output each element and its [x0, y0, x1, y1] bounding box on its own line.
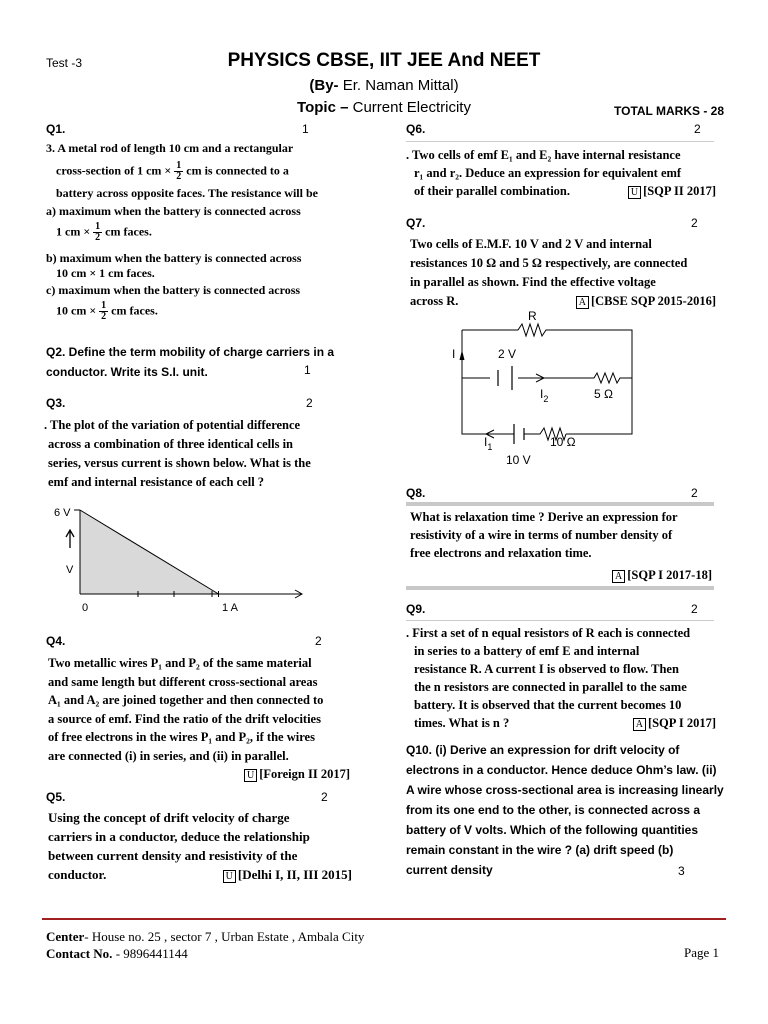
- q5-last-line: conductor. U [Delhi I, II, III 2015]: [48, 867, 352, 882]
- q2-line: conductor. Write its S.I. unit.: [46, 365, 208, 379]
- q3-line: . The plot of the variation of potential difference: [44, 418, 301, 432]
- q10-line: A wire whose cross-sectional area is increasing linearly: [406, 783, 724, 797]
- q4-tag-box: U: [244, 769, 257, 782]
- q8-line: What is relaxation time ? Derive an expression for: [410, 510, 678, 524]
- current-arrow-up: [460, 352, 464, 360]
- q10-line: Q10. (i) Derive an expression for drift velocity of: [406, 743, 680, 757]
- q1-line: 10 cm × $\frac{1}{2}$ cm faces.: [56, 300, 158, 322]
- q9-line: the n resistors are connected in parallel to the same: [414, 680, 687, 694]
- top-wire-with-resistor-r: [462, 324, 632, 434]
- q3-line: emf and internal resistance of each cell ?: [48, 475, 265, 489]
- q1-label: Q1.: [46, 122, 66, 136]
- left-wire: [462, 330, 506, 434]
- label-i2: $I_2$: [540, 387, 549, 404]
- q1-line: battery across opposite faces. The resistance will be: [56, 186, 318, 200]
- y-tick-label-v: V: [66, 564, 74, 576]
- q6-reference: U [SQP II 2017]: [628, 182, 716, 200]
- q10-text: [406, 740, 726, 880]
- q5-line: between current density and resistivity of the: [48, 848, 298, 863]
- q4-reference: U [Foreign II 2017]: [48, 765, 350, 784]
- q2-line: Q2. Define the term mobility of charge carriers in a: [46, 345, 335, 359]
- q3-line: across a combination of three identical cells in: [48, 437, 294, 451]
- q7-label: Q7.: [406, 216, 426, 230]
- label-2v: 2 V: [498, 347, 517, 361]
- q7-text: [410, 235, 716, 311]
- q4-line: are connected (i) in series, and (ii) in parallel.: [48, 748, 289, 763]
- q8-marks: 2: [691, 486, 698, 500]
- q4-line: Two metallic wires P₁ and P₂ of the same material: [48, 656, 312, 670]
- center-label: Center: [46, 929, 85, 944]
- author-line: [0, 77, 768, 94]
- q10-line: electrons in a conductor. Hence deduce Ohm’s law. (ii): [406, 763, 717, 777]
- q7-circuit: [440, 306, 650, 468]
- y-tick-label-6v: 6 V: [54, 507, 71, 519]
- q9-line: in series to a battery of emf E and internal: [414, 644, 640, 658]
- q1-fraction: $\frac{1}{2}$: [95, 221, 101, 243]
- middle-branch-wire: [462, 373, 632, 383]
- q10-line: from its one end to the other, is connected across a: [406, 803, 701, 817]
- q8-bottom-rule: [406, 586, 714, 590]
- q5-line: Using the concept of drift velocity of charge: [48, 810, 290, 825]
- q9-line: resistance R. A current I is observed to flow. Then: [414, 662, 679, 676]
- q9-label: Q9.: [406, 602, 426, 616]
- x-tick-label-0: 0: [82, 602, 89, 614]
- q10-line: battery of V volts. Which of the following quantities: [406, 823, 699, 837]
- q1-option-b: b) maximum when the battery is connected across: [46, 251, 302, 265]
- q8-label: Q8.: [406, 486, 426, 500]
- q1-option-c: c) maximum when the battery is connected across: [46, 283, 301, 297]
- q3-line: series, versus current is shown below. What is the: [48, 456, 311, 470]
- topic-name: Current Electricity: [348, 99, 471, 116]
- q8-reference: A [SQP I 2017-18]: [410, 566, 712, 584]
- x-tick-label-1a: 1 A: [222, 602, 238, 614]
- contact-text: - 9896441144: [112, 946, 188, 961]
- q7-line: Two cells of E.M.F. 10 V and 2 V and internal: [410, 237, 652, 251]
- topic-label: Topic –: [297, 99, 349, 116]
- q1-text: [46, 139, 336, 322]
- q10-marks: 3: [678, 864, 685, 878]
- q6-marks: 2: [694, 122, 701, 136]
- q8-line: resistivity of a wire in terms of number density of: [410, 528, 673, 542]
- center-text: - House no. 25 , sector 7 , Urban Estate , Ambala City: [84, 929, 365, 944]
- author-name: Er. Naman Mittal): [338, 77, 459, 94]
- q4-label: Q4.: [46, 634, 66, 648]
- q4-marks: 2: [315, 634, 322, 648]
- q9-marks: 2: [691, 602, 698, 616]
- q2-marks: 1: [304, 363, 311, 377]
- q8-line: free electrons and relaxation time.: [410, 546, 592, 560]
- q9-text: [406, 624, 716, 732]
- q9-reference: A [SQP I 2017]: [633, 714, 716, 732]
- q6-last-line: of their parallel combination. U [SQP II 2017]: [414, 184, 716, 198]
- label-10v: 10 V: [506, 453, 531, 467]
- footer-address: [46, 928, 364, 962]
- q9-tag-box: A: [633, 718, 646, 731]
- q6-line: . Two cells of emf E₁ and E₂ have internal resistance: [406, 148, 681, 162]
- q7-line: resistances 10 Ω and 5 Ω respectively, are connected: [410, 256, 688, 270]
- q8-text: [410, 508, 712, 584]
- q2-text: [46, 342, 334, 382]
- q4-line: a source of emf. Find the ratio of the drift velocities: [48, 711, 321, 726]
- q3-text: [44, 416, 311, 492]
- author-label: (By-: [309, 77, 339, 94]
- q8-tag-box: A: [612, 570, 625, 583]
- q10-line: current density: [406, 863, 493, 877]
- q3-label: Q3.: [46, 396, 66, 410]
- label-i: I: [452, 347, 456, 361]
- q9-last-line: times. What is n ? A [SQP I 2017]: [414, 716, 716, 730]
- q7-reference: A [CBSE SQP 2015-2016]: [576, 292, 716, 311]
- q5-marks: 2: [321, 790, 328, 804]
- q3-marks: 2: [306, 396, 313, 410]
- y-axis-arrow: [66, 530, 74, 548]
- q7-line: in parallel as shown. Find the effective voltage: [410, 275, 656, 289]
- q7-tag-box: A: [576, 296, 589, 309]
- label-i1: $I_1$: [484, 435, 493, 452]
- q1-line: 1 cm × $\frac{1}{2}$ cm faces.: [56, 221, 152, 243]
- q1-line: cross-section of 1 cm × $\frac{1}{2}$ cm is connected to a: [56, 160, 289, 182]
- q4-text: [48, 654, 350, 784]
- q10-line: remain constant in the wire ? (a) drift speed (b): [406, 843, 674, 857]
- q9-top-rule: [406, 620, 714, 621]
- total-marks: TOTAL MARKS - 28: [614, 104, 725, 118]
- q3-graph: [46, 500, 306, 620]
- q1-fraction: $\frac{1}{2}$: [176, 160, 182, 182]
- q8-top-rule: [406, 502, 714, 506]
- label-5-ohm: 5 Ω: [594, 387, 613, 401]
- q1-fraction: $\frac{1}{2}$: [101, 300, 107, 322]
- q6-top-rule: [406, 141, 714, 142]
- page-title: PHYSICS CBSE, IIT JEE And NEET: [227, 50, 541, 71]
- q1-line: 10 cm × 1 cm faces.: [56, 266, 155, 280]
- page-number: Page 1: [684, 945, 720, 960]
- x-axis-arrow: [267, 590, 302, 598]
- q1-marks: 1: [302, 122, 309, 136]
- q6-text: [406, 146, 716, 200]
- q4-line: and same length but different cross-sectional areas: [48, 674, 318, 689]
- label-r: R: [528, 309, 537, 323]
- q9-line: battery. It is observed that the current becomes 10: [414, 698, 682, 712]
- q6-tag-box: U: [628, 186, 641, 199]
- q7-last-line: across R. A [CBSE SQP 2015-2016]: [410, 292, 716, 311]
- q1-option-a: a) maximum when the battery is connected across: [46, 204, 301, 218]
- q4-line: A₁ and A₂ are joined together and then connected to: [48, 693, 324, 707]
- q9-line: . First a set of n equal resistors of R each is connected: [406, 626, 691, 640]
- label-10-ohm: 10 Ω: [550, 435, 576, 449]
- test-number: Test -3: [46, 56, 83, 70]
- q5-text: [48, 808, 352, 884]
- q5-line: carriers in a conductor, deduce the relationship: [48, 829, 310, 844]
- q4-line: of free electrons in the wires P₁ and P₂, if the wires: [48, 730, 315, 744]
- contact-label: Contact No.: [46, 946, 113, 961]
- q6-line: r₁ and r₂. Deduce an expression for equivalent emf: [414, 166, 682, 180]
- q1-line: 3. A metal rod of length 10 cm and a rectangular: [46, 141, 294, 155]
- q7-marks: 2: [691, 216, 698, 230]
- q5-tag-box: U: [223, 870, 236, 883]
- q5-label: Q5.: [46, 790, 66, 804]
- footer-rule: [42, 918, 726, 920]
- q5-reference: U [Delhi I, II, III 2015]: [223, 865, 352, 884]
- q6-label: Q6.: [406, 122, 426, 136]
